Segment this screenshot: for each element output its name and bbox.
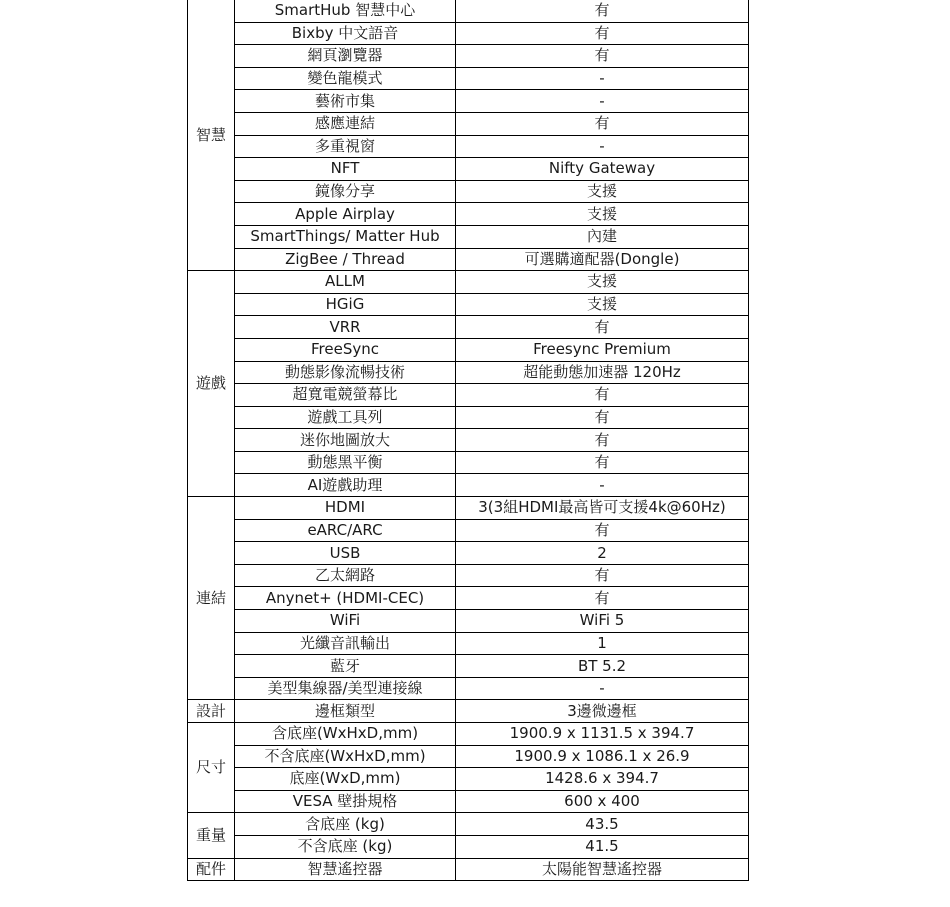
feature-cell: ALLM <box>235 271 456 294</box>
value-cell: 有 <box>456 22 749 45</box>
value-cell: 有 <box>456 564 749 587</box>
table-row <box>188 248 749 271</box>
feature-cell: 藝術市集 <box>235 90 456 113</box>
table-row <box>188 587 749 610</box>
spec-table <box>187 0 749 881</box>
value-cell: Freesync Premium <box>456 338 749 361</box>
value-cell: 1428.6 x 394.7 <box>456 768 749 791</box>
category-cell: 連結 <box>188 497 235 700</box>
table-row <box>188 45 749 68</box>
table-row <box>188 361 749 384</box>
value-cell: WiFi 5 <box>456 610 749 633</box>
feature-cell: 感應連結 <box>235 112 456 135</box>
spec-table-body <box>188 0 749 881</box>
value-cell: 3(3組HDMI最高皆可支援4k@60Hz) <box>456 497 749 520</box>
feature-cell: ZigBee / Thread <box>235 248 456 271</box>
feature-cell: Anynet+ (HDMI-CEC) <box>235 587 456 610</box>
feature-cell: 變色龍模式 <box>235 67 456 90</box>
category-cell: 尺寸 <box>188 723 235 813</box>
table-row <box>188 384 749 407</box>
value-cell: 43.5 <box>456 813 749 836</box>
table-row <box>188 564 749 587</box>
value-cell: 有 <box>456 316 749 339</box>
table-row <box>188 429 749 452</box>
table-row <box>188 542 749 565</box>
feature-cell: 鏡像分享 <box>235 180 456 203</box>
value-cell: 1900.9 x 1131.5 x 394.7 <box>456 723 749 746</box>
table-row <box>188 90 749 113</box>
table-row <box>188 135 749 158</box>
table-row <box>188 338 749 361</box>
feature-cell: VESA 壁掛規格 <box>235 790 456 813</box>
value-cell: 41.5 <box>456 835 749 858</box>
table-row <box>188 790 749 813</box>
feature-cell: 迷你地圖放大 <box>235 429 456 452</box>
table-row <box>188 813 749 836</box>
table-row <box>188 271 749 294</box>
table-row <box>188 225 749 248</box>
table-row <box>188 745 749 768</box>
feature-cell: SmartThings/ Matter Hub <box>235 225 456 248</box>
value-cell: 內建 <box>456 225 749 248</box>
feature-cell: 動態影像流暢技術 <box>235 361 456 384</box>
value-cell: 超能動態加速器 120Hz <box>456 361 749 384</box>
feature-cell: 網頁瀏覽器 <box>235 45 456 68</box>
table-row <box>188 67 749 90</box>
table-row <box>188 655 749 678</box>
value-cell: 有 <box>456 587 749 610</box>
value-cell: - <box>456 474 749 497</box>
category-cell: 設計 <box>188 700 235 723</box>
table-row <box>188 203 749 226</box>
value-cell: 有 <box>456 519 749 542</box>
feature-cell: 不含底座(WxHxD,mm) <box>235 745 456 768</box>
feature-cell: 含底座(WxHxD,mm) <box>235 723 456 746</box>
category-cell: 配件 <box>188 858 235 881</box>
feature-cell: 底座(WxD,mm) <box>235 768 456 791</box>
value-cell: Nifty Gateway <box>456 158 749 181</box>
table-row <box>188 835 749 858</box>
feature-cell: 光纖音訊輸出 <box>235 632 456 655</box>
value-cell: 2 <box>456 542 749 565</box>
table-row <box>188 180 749 203</box>
table-row <box>188 112 749 135</box>
table-row <box>188 316 749 339</box>
feature-cell: WiFi <box>235 610 456 633</box>
value-cell: 支援 <box>456 271 749 294</box>
value-cell: - <box>456 90 749 113</box>
category-cell: 智慧 <box>188 0 235 271</box>
value-cell: 支援 <box>456 293 749 316</box>
table-row <box>188 406 749 429</box>
feature-cell: HGiG <box>235 293 456 316</box>
value-cell: - <box>456 67 749 90</box>
feature-cell: 乙太網路 <box>235 564 456 587</box>
table-row <box>188 497 749 520</box>
value-cell: - <box>456 135 749 158</box>
value-cell: - <box>456 677 749 700</box>
value-cell: 有 <box>456 45 749 68</box>
value-cell: 有 <box>456 384 749 407</box>
feature-cell: Apple Airplay <box>235 203 456 226</box>
feature-cell: 含底座 (kg) <box>235 813 456 836</box>
value-cell: 1 <box>456 632 749 655</box>
feature-cell: NFT <box>235 158 456 181</box>
feature-cell: 超寬電競螢幕比 <box>235 384 456 407</box>
table-row <box>188 519 749 542</box>
feature-cell: FreeSync <box>235 338 456 361</box>
value-cell: 有 <box>456 112 749 135</box>
feature-cell: 不含底座 (kg) <box>235 835 456 858</box>
value-cell: 600 x 400 <box>456 790 749 813</box>
table-row <box>188 0 749 22</box>
value-cell: BT 5.2 <box>456 655 749 678</box>
table-row <box>188 293 749 316</box>
value-cell: 有 <box>456 0 749 22</box>
feature-cell: 藍牙 <box>235 655 456 678</box>
category-cell: 遊戲 <box>188 271 235 497</box>
feature-cell: USB <box>235 542 456 565</box>
table-row <box>188 158 749 181</box>
feature-cell: 邊框類型 <box>235 700 456 723</box>
table-row <box>188 677 749 700</box>
table-row <box>188 723 749 746</box>
value-cell: 3邊微邊框 <box>456 700 749 723</box>
category-cell: 重量 <box>188 813 235 858</box>
feature-cell: 美型集線器/美型連接線 <box>235 677 456 700</box>
table-row <box>188 22 749 45</box>
feature-cell: Bixby 中文語音 <box>235 22 456 45</box>
table-row <box>188 451 749 474</box>
feature-cell: eARC/ARC <box>235 519 456 542</box>
table-row <box>188 474 749 497</box>
value-cell: 可選購適配器(Dongle) <box>456 248 749 271</box>
feature-cell: 動態黑平衡 <box>235 451 456 474</box>
feature-cell: AI遊戲助理 <box>235 474 456 497</box>
feature-cell: 多重視窗 <box>235 135 456 158</box>
table-row <box>188 768 749 791</box>
value-cell: 有 <box>456 429 749 452</box>
value-cell: 有 <box>456 406 749 429</box>
feature-cell: VRR <box>235 316 456 339</box>
feature-cell: 遊戲工具列 <box>235 406 456 429</box>
table-row <box>188 858 749 881</box>
value-cell: 1900.9 x 1086.1 x 26.9 <box>456 745 749 768</box>
table-row <box>188 610 749 633</box>
value-cell: 支援 <box>456 203 749 226</box>
value-cell: 有 <box>456 451 749 474</box>
value-cell: 支援 <box>456 180 749 203</box>
feature-cell: 智慧遙控器 <box>235 858 456 881</box>
feature-cell: SmartHub 智慧中心 <box>235 0 456 22</box>
feature-cell: HDMI <box>235 497 456 520</box>
table-row <box>188 632 749 655</box>
table-row <box>188 700 749 723</box>
value-cell: 太陽能智慧遙控器 <box>456 858 749 881</box>
